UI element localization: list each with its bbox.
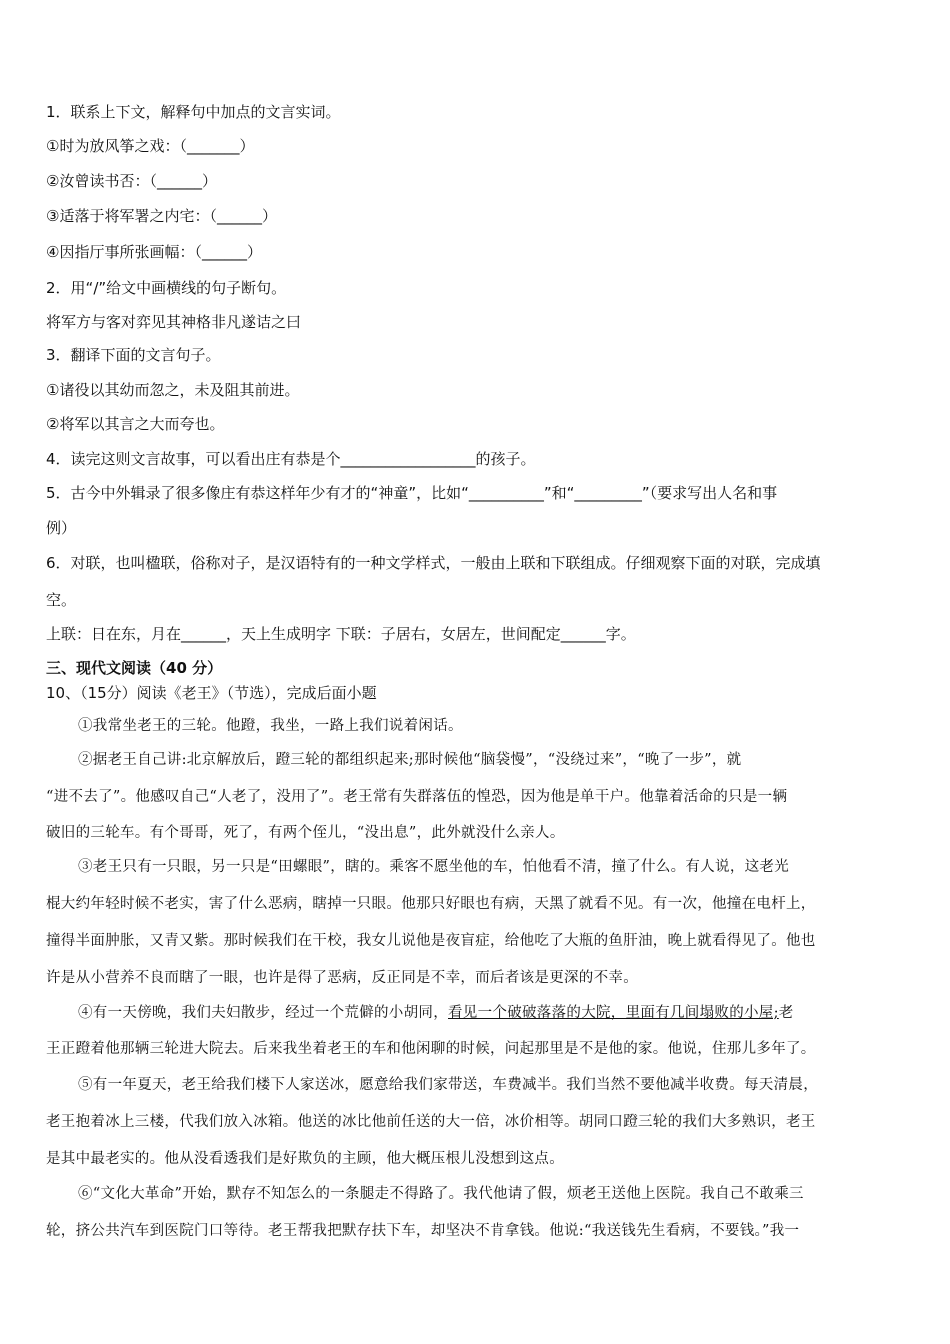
- q3-prompt: 3．翻译下面的文言句子。: [46, 346, 221, 364]
- q4-text: 4．读完这则文言故事，可以看出庄有恭是个__________________的孩子。: [46, 450, 536, 468]
- passage-p5-line-3: 是其中最老实的。他从没看透我们是好欺负的主顾，他大概压根儿没想到这点。: [46, 1151, 564, 1167]
- q1-prompt: 1．联系上下文，解释句中加点的文言实词。: [46, 103, 341, 121]
- q5-line-2: 例）: [46, 519, 77, 537]
- q1-item-3: ③适落于将军署之内宅：（______）: [46, 207, 277, 225]
- passage-p6-line-1: ⑥“文化大革命”开始，默存不知怎么的一条腿走不得路了。我代他请了假，烦老王送他上医院。我自己不敢乘三: [78, 1186, 804, 1202]
- q3-item-1: ①诸役以其幼而忽之，未及阻其前进。: [46, 381, 300, 399]
- q1-item-2: ②汝曾读书否：（______）: [46, 172, 217, 190]
- passage-p4-tail: 老: [778, 1005, 794, 1021]
- passage-p6-line-2: 轮，挤公共汽车到医院门口等待。老王帮我把默存扶下车，却坚决不肯拿钱。他说:“我送钱先生看病，不要钱。”我一: [46, 1223, 800, 1239]
- passage-p2-line-1: ②据老王自己讲:北京解放后，蹬三轮的都组织起来;那时候他“脑袋慢”，“没绕过来”，“晚了一步”，就: [78, 752, 742, 768]
- passage-p3-line-1: ③老王只有一只眼，另一只是“田螺眼”，瞎的。乘客不愿坐他的车，怕他看不清，撞了什么。有人说，这老光: [78, 859, 790, 875]
- passage-p2-line-2: “进不去了”。他感叹自己“人老了，没用了”。老王常有失群落伍的惶恐，因为他是单干户。他靠着活命的只是一辆: [46, 789, 788, 805]
- passage-p4-line-1: [78, 1004, 794, 1022]
- q6-couplet: 上联：日在东，月在______，天上生成明字 下联：子居右，女居左，世间配定______字。: [46, 625, 636, 643]
- passage-p3-line-3: 撞得半面肿胀，又青又紫。那时候我们在干校，我女儿说他是夜盲症，给他吃了大瓶的鱼肝油，晚上就看得见了。他也: [46, 933, 816, 949]
- q10-prompt: 10、（15分）阅读《老王》（节选），完成后面小题: [46, 684, 377, 702]
- passage-p5-line-1: ⑤有一年夏天，老王给我们楼下人家送冰，愿意给我们家带送，车费减半。我们当然不要他减半收费。每天清晨，: [78, 1077, 818, 1093]
- q2-prompt: 2．用“/”给文中画横线的句子断句。: [46, 279, 287, 297]
- passage-p3-line-4: 许是从小营养不良而瞎了一眼，也许是得了恶病，反正同是不幸，而后者该是更深的不幸。: [46, 970, 638, 986]
- passage-p1: ①我常坐老王的三轮。他蹬，我坐，一路上我们说着闲话。: [78, 718, 463, 734]
- q6-line-1: 6．对联，也叫楹联，俗称对子，是汉语特有的一种文学样式，一般由上联和下联组成。仔细观察下面的对联，完成填: [46, 554, 821, 572]
- q1-item-1: ①时为放风筝之戏：（_______）: [46, 137, 255, 155]
- q3-item-2: ②将军以其言之大而夸也。: [46, 415, 225, 433]
- passage-p4-line-2: 王正蹬着他那辆三轮进大院去。后来我坐着老王的车和他闲聊的时候，问起那里是不是他的家。他说，住那儿多年了。: [46, 1041, 816, 1057]
- passage-p2-line-3: 破旧的三轮车。有个哥哥，死了，有两个侄儿，“没出息”，此外就没什么亲人。: [46, 825, 565, 841]
- passage-p3-line-2: 棍大约年轻时候不老实，害了什么恶病，瞎掉一只眼。他那只好眼也有病，天黑了就看不见。有一次，他撞在电杆上，: [46, 896, 816, 912]
- q6-line-2: 空。: [46, 591, 77, 609]
- q2-sentence: 将军方与客对弈见其神格非凡遂诘之曰: [46, 313, 302, 331]
- q5-line-1: 5．古今中外辑录了很多像庄有恭这样年少有才的“神童”，比如“__________”和“_________”（要求写出人名和事: [46, 484, 778, 502]
- passage-p4-lead: ④有一天傍晚，我们夫妇散步，经过一个荒僻的小胡同，: [78, 1005, 448, 1021]
- passage-p4-underlined: 看见一个破破落落的大院，里面有几间塌败的小屋;: [448, 1005, 779, 1021]
- section-3-heading: 三、现代文阅读（40 分）: [46, 659, 223, 677]
- passage-p5-line-2: 老王抱着冰上三楼，代我们放入冰箱。他送的冰比他前任送的大一倍，冰价相等。胡同口蹬三轮的我们大多熟识，老王: [46, 1114, 816, 1130]
- q1-item-4: ④因指厅事所张画幅：（______）: [46, 243, 262, 261]
